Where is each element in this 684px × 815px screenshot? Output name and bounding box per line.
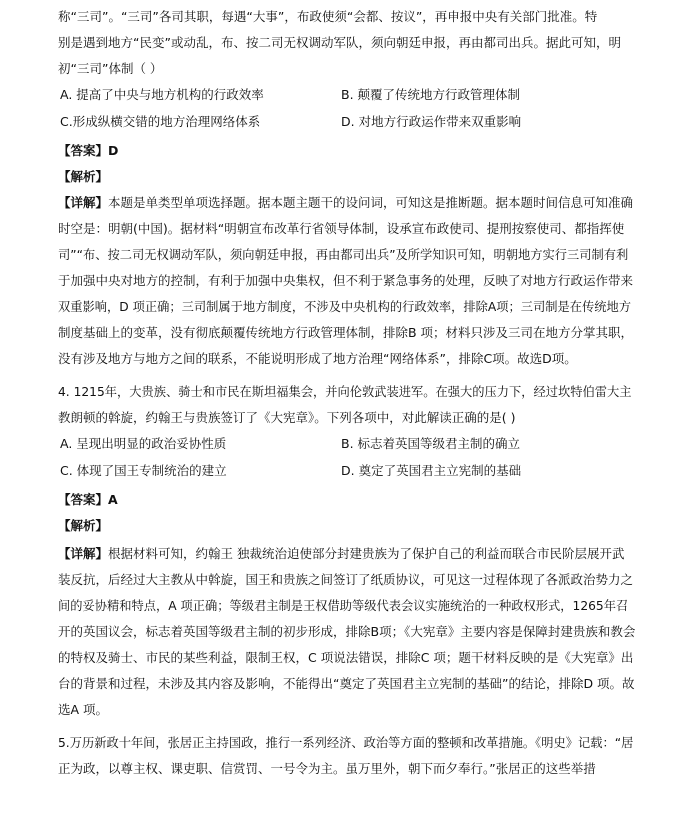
q3-detail-line-4: 于加强中央对地方的控制，有利于加强中央集权，但不利于紧急事务的处理，反映了对地方行政运作带来: [58, 273, 634, 288]
q4-analysis-label: 【解析】: [58, 518, 109, 533]
q4-answer-label: 【答案】: [58, 492, 109, 507]
q3-stem-line-3: 初“三司”体制（ ）: [58, 61, 163, 76]
q4-stem-line-1: 4. 1215年，大贵族、骑士和市民在斯坦福集会，并向伦敦武装进军。在强大的压力下，经过坎特伯雷大主: [58, 385, 632, 399]
q3-answer: [58, 142, 118, 160]
q3-detail-line-7: 没有涉及地方与地方之间的联系，不能说明形成了地方治理“网络体系”，排除C项。故选D项。: [58, 351, 577, 366]
q4-option-a: A. 呈现出明显的政治妥协性质: [60, 436, 227, 451]
q3-answer-value: D: [108, 143, 119, 158]
q4-answer: [58, 491, 118, 509]
q4-stem-line-2: 教朗顿的斡旋，约翰王与贵族签订了《大宪章》。下列各项中，对此解读正确的是( ): [58, 410, 516, 425]
q3-detail-label: 【详解】: [58, 195, 109, 210]
q4-detail-line-7: 选A 项。: [58, 702, 109, 717]
q3-option-d: D. 对地方行政运作带来双重影响: [341, 114, 522, 129]
q4-detail-line-1: [58, 545, 625, 563]
q3-stem-line-1: 称“三司”。“三司”各司其职，每遇“大事”，布政使须“会都、按议”，再申报中央有关部门批准。特: [58, 9, 598, 24]
q5-stem-line-2: 正为政，以尊主权、课吏职、信赏罚、一号令为主。虽万里外，朝下而夕奉行。”张居正的这些举措: [58, 761, 596, 776]
q4-detail-line-6: 台的背景和过程，未涉及其内容及影响，不能得出“奠定了英国君主立宪制的基础”的结论，排除D 项。故: [58, 676, 635, 691]
q4-option-c: C. 体现了国王专制统治的建立: [60, 463, 227, 478]
q3-stem-line-2: 别是遇到地方“民变”或动乱，布、按二司无权调动军队，须向朝廷申报，再由都司出兵。据此可知，明: [58, 35, 621, 50]
q4-option-b: B. 标志着英国等级君主制的确立: [341, 436, 521, 451]
q4-detail-label: 【详解】: [58, 546, 109, 561]
q4-detail-line-2: 装反抗，后经过大主教从中斡旋，国王和贵族之间签订了纸质协议，可见这一过程体现了各派政治势力之: [58, 572, 634, 587]
q3-option-c: C.形成纵横交错的地方治理网络体系: [60, 114, 261, 129]
q3-detail-line-3: 司”“布、按二司无权调动军队，须向朝廷申报，再由都司出兵”及所学知识可知，明朝地方实行三司制有利: [58, 248, 629, 262]
q3-detail-line-6: 制度基础上的变革，没有彻底颠覆传统地方行政管理体制，排除B 项；材料只涉及三司在地方分掌其职，: [58, 325, 634, 340]
q4-option-d: D. 奠定了英国君主立宪制的基础: [341, 463, 522, 478]
q3-detail-line-2: 时空是：明朝(中国)。据材料“明朝宣布改革行省领导体制，设承宣布政使司、提刑按察使司、都指挥使: [58, 221, 625, 236]
q4-detail-line-4: 开的英国议会，标志着英国等级君主制的初步形成，排除B项；《大宪章》主要内容是保障封建贵族和教会: [58, 624, 636, 639]
q4-detail-line-5: 的特权及骑士、市民的某些利益，限制王权，C 项说法错误，排除C 项；题干材料反映的是《大宪章》出: [58, 650, 634, 665]
q3-detail-text-1: 本题是单类型单项选择题。据本题主题干的设问词，可知这是推断题。据本题时间信息可知准确: [108, 195, 634, 210]
q3-option-a: A. 提高了中央与地方机构的行政效率: [60, 87, 264, 102]
q3-detail-line-5: 双重影响，D 项正确；三司制属于地方制度，不涉及中央机构的行政效率，排除A项；三司制是在传统地方: [58, 300, 631, 314]
q3-detail-line-1: [58, 194, 633, 212]
q3-analysis-label: 【解析】: [58, 169, 109, 184]
q5-stem-line-1: 5.万历新政十年间，张居正主持国政，推行一系列经济、政治等方面的整顿和改革措施。《明史》记载：“居: [58, 736, 634, 750]
q3-answer-label: 【答案】: [58, 143, 109, 158]
q4-answer-value: A: [108, 492, 118, 507]
q4-detail-line-3: 间的妥协精和特点，A 项正确；等级君主制是王权借助等级代表会议实施统治的一种政权形式，1265年召: [58, 599, 629, 613]
q3-option-b: B. 颠覆了传统地方行政管理体制: [341, 87, 521, 102]
q4-detail-text-1: 根据材料可知，约翰王 独裁统治迫使部分封建贵族为了保护自己的利益而联合市民阶层展开武: [108, 546, 625, 561]
